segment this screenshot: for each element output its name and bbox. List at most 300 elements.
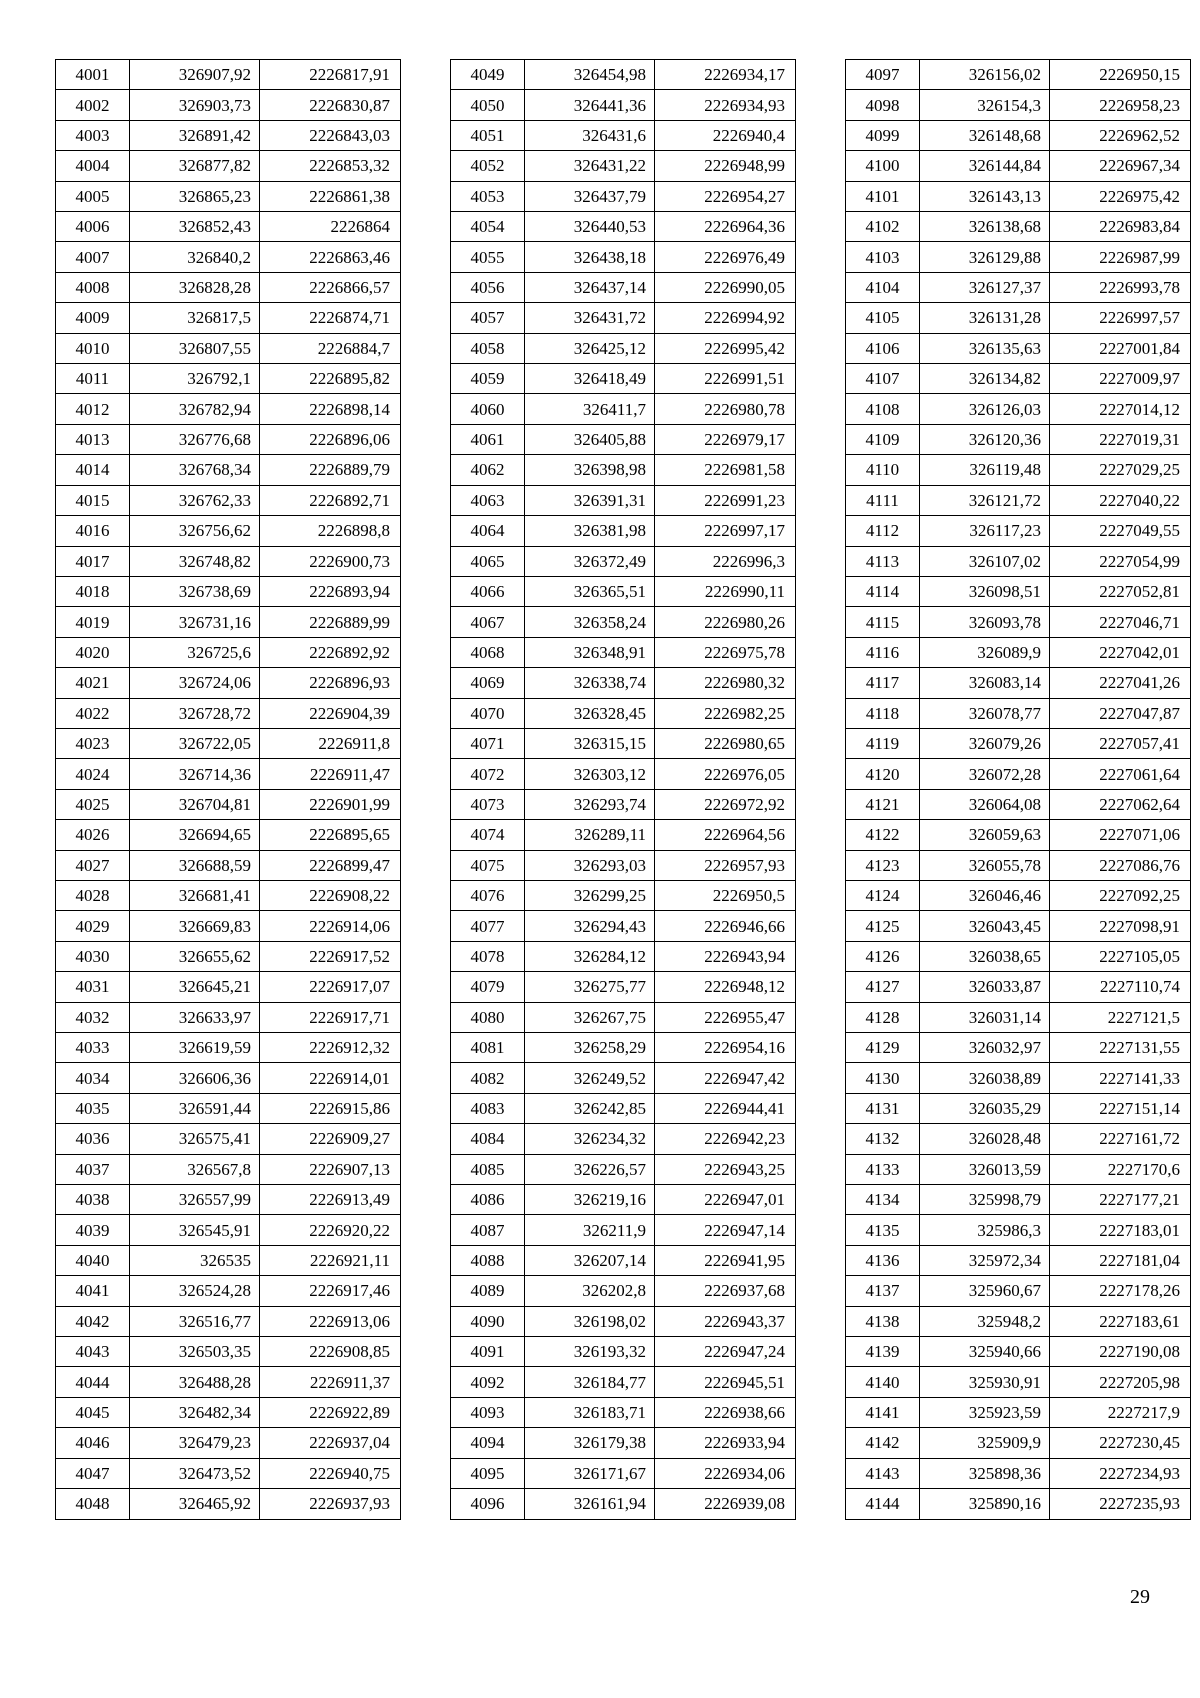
x-coordinate-cell: 326294,43 (525, 911, 655, 941)
point-number-cell: 4097 (846, 60, 920, 90)
x-coordinate-cell: 326398,98 (525, 455, 655, 485)
point-number-cell: 4018 (56, 576, 130, 606)
point-number-cell: 4090 (451, 1306, 525, 1336)
y-coordinate-cell: 2226948,99 (655, 151, 796, 181)
point-number-cell: 4082 (451, 1063, 525, 1093)
table-row (56, 911, 401, 941)
table-row (451, 546, 796, 576)
y-coordinate-cell: 2226954,16 (655, 1033, 796, 1063)
table-row (56, 455, 401, 485)
x-coordinate-cell: 326591,44 (130, 1093, 260, 1123)
table-row (451, 698, 796, 728)
y-coordinate-cell: 2227092,25 (1050, 880, 1191, 910)
x-coordinate-cell: 326211,9 (525, 1215, 655, 1245)
x-coordinate-cell: 326258,29 (525, 1033, 655, 1063)
point-number-cell: 4091 (451, 1337, 525, 1367)
x-coordinate-cell: 326193,32 (525, 1337, 655, 1367)
point-number-cell: 4074 (451, 820, 525, 850)
x-coordinate-cell: 325986,3 (920, 1215, 1050, 1245)
table-row (56, 880, 401, 910)
point-number-cell: 4050 (451, 90, 525, 120)
y-coordinate-cell: 2226993,78 (1050, 272, 1191, 302)
x-coordinate-cell: 326046,46 (920, 880, 1050, 910)
table-row (56, 364, 401, 394)
x-coordinate-cell: 326865,23 (130, 181, 260, 211)
table-row (451, 1215, 796, 1245)
y-coordinate-cell: 2227001,84 (1050, 333, 1191, 363)
table-row (56, 303, 401, 333)
y-coordinate-cell: 2227205,98 (1050, 1367, 1191, 1397)
y-coordinate-cell: 2226933,94 (655, 1428, 796, 1458)
x-coordinate-cell: 326171,67 (525, 1458, 655, 1488)
x-coordinate-cell: 326776,68 (130, 424, 260, 454)
y-coordinate-cell: 2227086,76 (1050, 850, 1191, 880)
x-coordinate-cell: 326079,26 (920, 728, 1050, 758)
point-number-cell: 4030 (56, 941, 130, 971)
table-row (846, 516, 1191, 546)
y-coordinate-cell: 2226917,71 (260, 1002, 401, 1032)
table-row (846, 303, 1191, 333)
x-coordinate-cell: 326207,14 (525, 1245, 655, 1275)
y-coordinate-cell: 2226940,4 (655, 120, 796, 150)
x-coordinate-cell: 326184,77 (525, 1367, 655, 1397)
table-row (56, 789, 401, 819)
x-coordinate-cell: 326365,51 (525, 576, 655, 606)
x-coordinate-cell: 326545,91 (130, 1215, 260, 1245)
y-coordinate-cell: 2226997,17 (655, 516, 796, 546)
y-coordinate-cell: 2227098,91 (1050, 911, 1191, 941)
table-row (56, 151, 401, 181)
y-coordinate-cell: 2226866,57 (260, 272, 401, 302)
y-coordinate-cell: 2226937,93 (260, 1489, 401, 1519)
y-coordinate-cell: 2227121,5 (1050, 1002, 1191, 1032)
x-coordinate-cell: 326035,29 (920, 1093, 1050, 1123)
x-coordinate-cell: 326714,36 (130, 759, 260, 789)
point-number-cell: 4053 (451, 181, 525, 211)
y-coordinate-cell: 2226896,93 (260, 668, 401, 698)
point-number-cell: 4042 (56, 1306, 130, 1336)
table-row (451, 820, 796, 850)
y-coordinate-cell: 2226908,85 (260, 1337, 401, 1367)
table-row (846, 880, 1191, 910)
x-coordinate-cell: 326575,41 (130, 1124, 260, 1154)
x-coordinate-cell: 326488,28 (130, 1367, 260, 1397)
x-coordinate-cell: 326840,2 (130, 242, 260, 272)
table-row (56, 1489, 401, 1519)
y-coordinate-cell: 2227105,05 (1050, 941, 1191, 971)
y-coordinate-cell: 2226994,92 (655, 303, 796, 333)
y-coordinate-cell: 2226938,66 (655, 1397, 796, 1427)
point-number-cell: 4102 (846, 212, 920, 242)
point-number-cell: 4103 (846, 242, 920, 272)
table-row (451, 789, 796, 819)
x-coordinate-cell: 326161,94 (525, 1489, 655, 1519)
y-coordinate-cell: 2227235,93 (1050, 1489, 1191, 1519)
table-row (56, 728, 401, 758)
point-number-cell: 4075 (451, 850, 525, 880)
x-coordinate-cell: 326055,78 (920, 850, 1050, 880)
y-coordinate-cell: 2226944,41 (655, 1093, 796, 1123)
point-number-cell: 4093 (451, 1397, 525, 1427)
point-number-cell: 4054 (451, 212, 525, 242)
y-coordinate-cell: 2227061,64 (1050, 759, 1191, 789)
table-row (56, 1033, 401, 1063)
table-row (56, 516, 401, 546)
x-coordinate-cell: 326328,45 (525, 698, 655, 728)
y-coordinate-cell: 2226980,78 (655, 394, 796, 424)
point-number-cell: 4024 (56, 759, 130, 789)
y-coordinate-cell: 2226995,42 (655, 333, 796, 363)
table-row (451, 1337, 796, 1367)
y-coordinate-cell: 2227029,25 (1050, 455, 1191, 485)
x-coordinate-cell: 326655,62 (130, 941, 260, 971)
point-number-cell: 4064 (451, 516, 525, 546)
y-coordinate-cell: 2226975,78 (655, 637, 796, 667)
table-row (56, 607, 401, 637)
y-coordinate-cell: 2226946,66 (655, 911, 796, 941)
x-coordinate-cell: 326437,14 (525, 272, 655, 302)
x-coordinate-cell: 326038,65 (920, 941, 1050, 971)
point-number-cell: 4138 (846, 1306, 920, 1336)
table-row (451, 120, 796, 150)
table-row (846, 759, 1191, 789)
y-coordinate-cell: 2226915,86 (260, 1093, 401, 1123)
x-coordinate-cell: 325972,34 (920, 1245, 1050, 1275)
y-coordinate-cell: 2226947,01 (655, 1185, 796, 1215)
table-row (56, 820, 401, 850)
point-number-cell: 4104 (846, 272, 920, 302)
point-number-cell: 4028 (56, 880, 130, 910)
x-coordinate-cell: 326127,37 (920, 272, 1050, 302)
point-number-cell: 4123 (846, 850, 920, 880)
y-coordinate-cell: 2226911,37 (260, 1367, 401, 1397)
x-coordinate-cell: 326768,34 (130, 455, 260, 485)
point-number-cell: 4109 (846, 424, 920, 454)
y-coordinate-cell: 2226922,89 (260, 1397, 401, 1427)
x-coordinate-cell: 326725,6 (130, 637, 260, 667)
point-number-cell: 4033 (56, 1033, 130, 1063)
point-number-cell: 4121 (846, 789, 920, 819)
x-coordinate-cell: 326183,71 (525, 1397, 655, 1427)
x-coordinate-cell: 326135,63 (920, 333, 1050, 363)
point-number-cell: 4001 (56, 60, 130, 90)
y-coordinate-cell: 2226991,51 (655, 364, 796, 394)
point-number-cell: 4029 (56, 911, 130, 941)
table-row (451, 516, 796, 546)
y-coordinate-cell: 2227041,26 (1050, 668, 1191, 698)
table-row (56, 485, 401, 515)
y-coordinate-cell: 2227054,99 (1050, 546, 1191, 576)
x-coordinate-cell: 326748,82 (130, 546, 260, 576)
y-coordinate-cell: 2226934,06 (655, 1458, 796, 1488)
x-coordinate-cell: 326289,11 (525, 820, 655, 850)
point-number-cell: 4134 (846, 1185, 920, 1215)
table-row (451, 455, 796, 485)
table-row (846, 1245, 1191, 1275)
x-coordinate-cell: 326724,06 (130, 668, 260, 698)
table-row (846, 1367, 1191, 1397)
point-number-cell: 4081 (451, 1033, 525, 1063)
table-row (451, 850, 796, 880)
table-row (451, 424, 796, 454)
table-row (451, 1185, 796, 1215)
point-number-cell: 4016 (56, 516, 130, 546)
point-number-cell: 4096 (451, 1489, 525, 1519)
point-number-cell: 4137 (846, 1276, 920, 1306)
table-row (451, 1428, 796, 1458)
point-number-cell: 4043 (56, 1337, 130, 1367)
table-row (846, 668, 1191, 698)
x-coordinate-cell: 326524,28 (130, 1276, 260, 1306)
point-number-cell: 4084 (451, 1124, 525, 1154)
point-number-cell: 4114 (846, 576, 920, 606)
point-number-cell: 4013 (56, 424, 130, 454)
x-coordinate-cell: 326129,88 (920, 242, 1050, 272)
table-row (451, 394, 796, 424)
y-coordinate-cell: 2226957,93 (655, 850, 796, 880)
table-row (846, 272, 1191, 302)
table-row (451, 1397, 796, 1427)
point-number-cell: 4126 (846, 941, 920, 971)
table-row (451, 272, 796, 302)
x-coordinate-cell: 326645,21 (130, 972, 260, 1002)
y-coordinate-cell: 2226937,68 (655, 1276, 796, 1306)
table-row (56, 333, 401, 363)
y-coordinate-cell: 2226889,99 (260, 607, 401, 637)
x-coordinate-cell: 326465,92 (130, 1489, 260, 1519)
y-coordinate-cell: 2226937,04 (260, 1428, 401, 1458)
y-coordinate-cell: 2227071,06 (1050, 820, 1191, 850)
table-row (846, 1154, 1191, 1184)
point-number-cell: 4017 (56, 546, 130, 576)
x-coordinate-cell: 326431,72 (525, 303, 655, 333)
x-coordinate-cell: 326391,31 (525, 485, 655, 515)
point-number-cell: 4101 (846, 181, 920, 211)
y-coordinate-cell: 2226940,75 (260, 1458, 401, 1488)
table-row (451, 1245, 796, 1275)
x-coordinate-cell: 326043,45 (920, 911, 1050, 941)
table-row (451, 364, 796, 394)
table-row (56, 1215, 401, 1245)
x-coordinate-cell: 326083,14 (920, 668, 1050, 698)
x-coordinate-cell: 326315,15 (525, 728, 655, 758)
x-coordinate-cell: 326557,99 (130, 1185, 260, 1215)
table-row (56, 60, 401, 90)
y-coordinate-cell: 2226920,22 (260, 1215, 401, 1245)
y-coordinate-cell: 2227190,08 (1050, 1337, 1191, 1367)
x-coordinate-cell: 326431,22 (525, 151, 655, 181)
table-row (846, 1215, 1191, 1245)
point-number-cell: 4014 (56, 455, 130, 485)
point-number-cell: 4022 (56, 698, 130, 728)
y-coordinate-cell: 2227042,01 (1050, 637, 1191, 667)
y-coordinate-cell: 2226947,24 (655, 1337, 796, 1367)
point-number-cell: 4012 (56, 394, 130, 424)
y-coordinate-cell: 2226943,37 (655, 1306, 796, 1336)
point-number-cell: 4108 (846, 394, 920, 424)
x-coordinate-cell: 326028,48 (920, 1124, 1050, 1154)
table-row (846, 1397, 1191, 1427)
y-coordinate-cell: 2226943,25 (655, 1154, 796, 1184)
x-coordinate-cell: 326242,85 (525, 1093, 655, 1123)
table-row (451, 1306, 796, 1336)
y-coordinate-cell: 2227230,45 (1050, 1428, 1191, 1458)
y-coordinate-cell: 2226987,99 (1050, 242, 1191, 272)
x-coordinate-cell: 326738,69 (130, 576, 260, 606)
point-number-cell: 4049 (451, 60, 525, 90)
point-number-cell: 4015 (56, 485, 130, 515)
x-coordinate-cell: 326817,5 (130, 303, 260, 333)
point-number-cell: 4135 (846, 1215, 920, 1245)
point-number-cell: 4069 (451, 668, 525, 698)
y-coordinate-cell: 2226909,27 (260, 1124, 401, 1154)
point-number-cell: 4087 (451, 1215, 525, 1245)
table-row (846, 1276, 1191, 1306)
point-number-cell: 4110 (846, 455, 920, 485)
x-coordinate-cell: 326126,03 (920, 394, 1050, 424)
y-coordinate-cell: 2226895,65 (260, 820, 401, 850)
x-coordinate-cell: 326907,92 (130, 60, 260, 90)
point-number-cell: 4055 (451, 242, 525, 272)
y-coordinate-cell: 2226907,13 (260, 1154, 401, 1184)
table-row (451, 759, 796, 789)
point-number-cell: 4095 (451, 1458, 525, 1488)
y-coordinate-cell: 2226908,22 (260, 880, 401, 910)
x-coordinate-cell: 326348,91 (525, 637, 655, 667)
point-number-cell: 4144 (846, 1489, 920, 1519)
x-coordinate-cell: 326792,1 (130, 364, 260, 394)
table-row (451, 941, 796, 971)
table-row (56, 424, 401, 454)
y-coordinate-cell: 2227234,93 (1050, 1458, 1191, 1488)
point-number-cell: 4115 (846, 607, 920, 637)
table-row (846, 911, 1191, 941)
x-coordinate-cell: 326633,97 (130, 1002, 260, 1032)
point-number-cell: 4067 (451, 607, 525, 637)
table-row (451, 90, 796, 120)
point-number-cell: 4047 (56, 1458, 130, 1488)
point-number-cell: 4036 (56, 1124, 130, 1154)
table-row (56, 1367, 401, 1397)
point-number-cell: 4079 (451, 972, 525, 1002)
y-coordinate-cell: 2226863,46 (260, 242, 401, 272)
y-coordinate-cell: 2226990,05 (655, 272, 796, 302)
x-coordinate-cell: 326473,52 (130, 1458, 260, 1488)
x-coordinate-cell: 326131,28 (920, 303, 1050, 333)
x-coordinate-cell: 326013,59 (920, 1154, 1050, 1184)
table-row (846, 1185, 1191, 1215)
y-coordinate-cell: 2226917,07 (260, 972, 401, 1002)
point-number-cell: 4120 (846, 759, 920, 789)
x-coordinate-cell: 326338,74 (525, 668, 655, 698)
table-row (846, 90, 1191, 120)
table-row (56, 1124, 401, 1154)
x-coordinate-cell: 326418,49 (525, 364, 655, 394)
point-number-cell: 4128 (846, 1002, 920, 1032)
y-coordinate-cell: 2226911,47 (260, 759, 401, 789)
table-row (846, 364, 1191, 394)
y-coordinate-cell: 2226921,11 (260, 1245, 401, 1275)
y-coordinate-cell: 2226942,23 (655, 1124, 796, 1154)
y-coordinate-cell: 2227019,31 (1050, 424, 1191, 454)
x-coordinate-cell: 326728,72 (130, 698, 260, 728)
x-coordinate-cell: 326198,02 (525, 1306, 655, 1336)
coordinate-table-2 (450, 59, 796, 1520)
table-row (451, 576, 796, 606)
x-coordinate-cell: 326156,02 (920, 60, 1050, 90)
table-row (846, 789, 1191, 819)
point-number-cell: 4027 (56, 850, 130, 880)
x-coordinate-cell: 325909,9 (920, 1428, 1050, 1458)
x-coordinate-cell: 326033,87 (920, 972, 1050, 1002)
point-number-cell: 4040 (56, 1245, 130, 1275)
point-number-cell: 4083 (451, 1093, 525, 1123)
point-number-cell: 4062 (451, 455, 525, 485)
y-coordinate-cell: 2226990,11 (655, 576, 796, 606)
table-row (56, 212, 401, 242)
y-coordinate-cell: 2226954,27 (655, 181, 796, 211)
x-coordinate-cell: 325960,67 (920, 1276, 1050, 1306)
x-coordinate-cell: 326089,9 (920, 637, 1050, 667)
table-row (56, 576, 401, 606)
table-row (846, 120, 1191, 150)
y-coordinate-cell: 2227062,64 (1050, 789, 1191, 819)
point-number-cell: 4100 (846, 151, 920, 181)
y-coordinate-cell: 2227014,12 (1050, 394, 1191, 424)
point-number-cell: 4035 (56, 1093, 130, 1123)
table-row (451, 181, 796, 211)
point-number-cell: 4099 (846, 120, 920, 150)
table-row (846, 424, 1191, 454)
y-coordinate-cell: 2226864 (260, 212, 401, 242)
table-row (846, 1002, 1191, 1032)
y-coordinate-cell: 2227151,14 (1050, 1093, 1191, 1123)
x-coordinate-cell: 326107,02 (920, 546, 1050, 576)
table-row (846, 972, 1191, 1002)
y-coordinate-cell: 2226892,71 (260, 485, 401, 515)
table-row (56, 272, 401, 302)
y-coordinate-cell: 2226975,42 (1050, 181, 1191, 211)
x-coordinate-cell: 326372,49 (525, 546, 655, 576)
x-coordinate-cell: 325948,2 (920, 1306, 1050, 1336)
point-number-cell: 4129 (846, 1033, 920, 1063)
x-coordinate-cell: 326093,78 (920, 607, 1050, 637)
table-row (846, 1458, 1191, 1488)
point-number-cell: 4041 (56, 1276, 130, 1306)
point-number-cell: 4048 (56, 1489, 130, 1519)
y-coordinate-cell: 2226983,84 (1050, 212, 1191, 242)
y-coordinate-cell: 2227141,33 (1050, 1063, 1191, 1093)
point-number-cell: 4130 (846, 1063, 920, 1093)
x-coordinate-cell: 326440,53 (525, 212, 655, 242)
y-coordinate-cell: 2226904,39 (260, 698, 401, 728)
table-row (56, 1185, 401, 1215)
x-coordinate-cell: 326425,12 (525, 333, 655, 363)
y-coordinate-cell: 2226853,32 (260, 151, 401, 181)
table-row (846, 333, 1191, 363)
point-number-cell: 4037 (56, 1154, 130, 1184)
x-coordinate-cell: 326072,28 (920, 759, 1050, 789)
point-number-cell: 4113 (846, 546, 920, 576)
point-number-cell: 4117 (846, 668, 920, 698)
table-row (56, 637, 401, 667)
y-coordinate-cell: 2226911,8 (260, 728, 401, 758)
x-coordinate-cell: 326144,84 (920, 151, 1050, 181)
table-row (56, 1337, 401, 1367)
x-coordinate-cell: 326807,55 (130, 333, 260, 363)
point-number-cell: 4111 (846, 485, 920, 515)
table-row (451, 1093, 796, 1123)
